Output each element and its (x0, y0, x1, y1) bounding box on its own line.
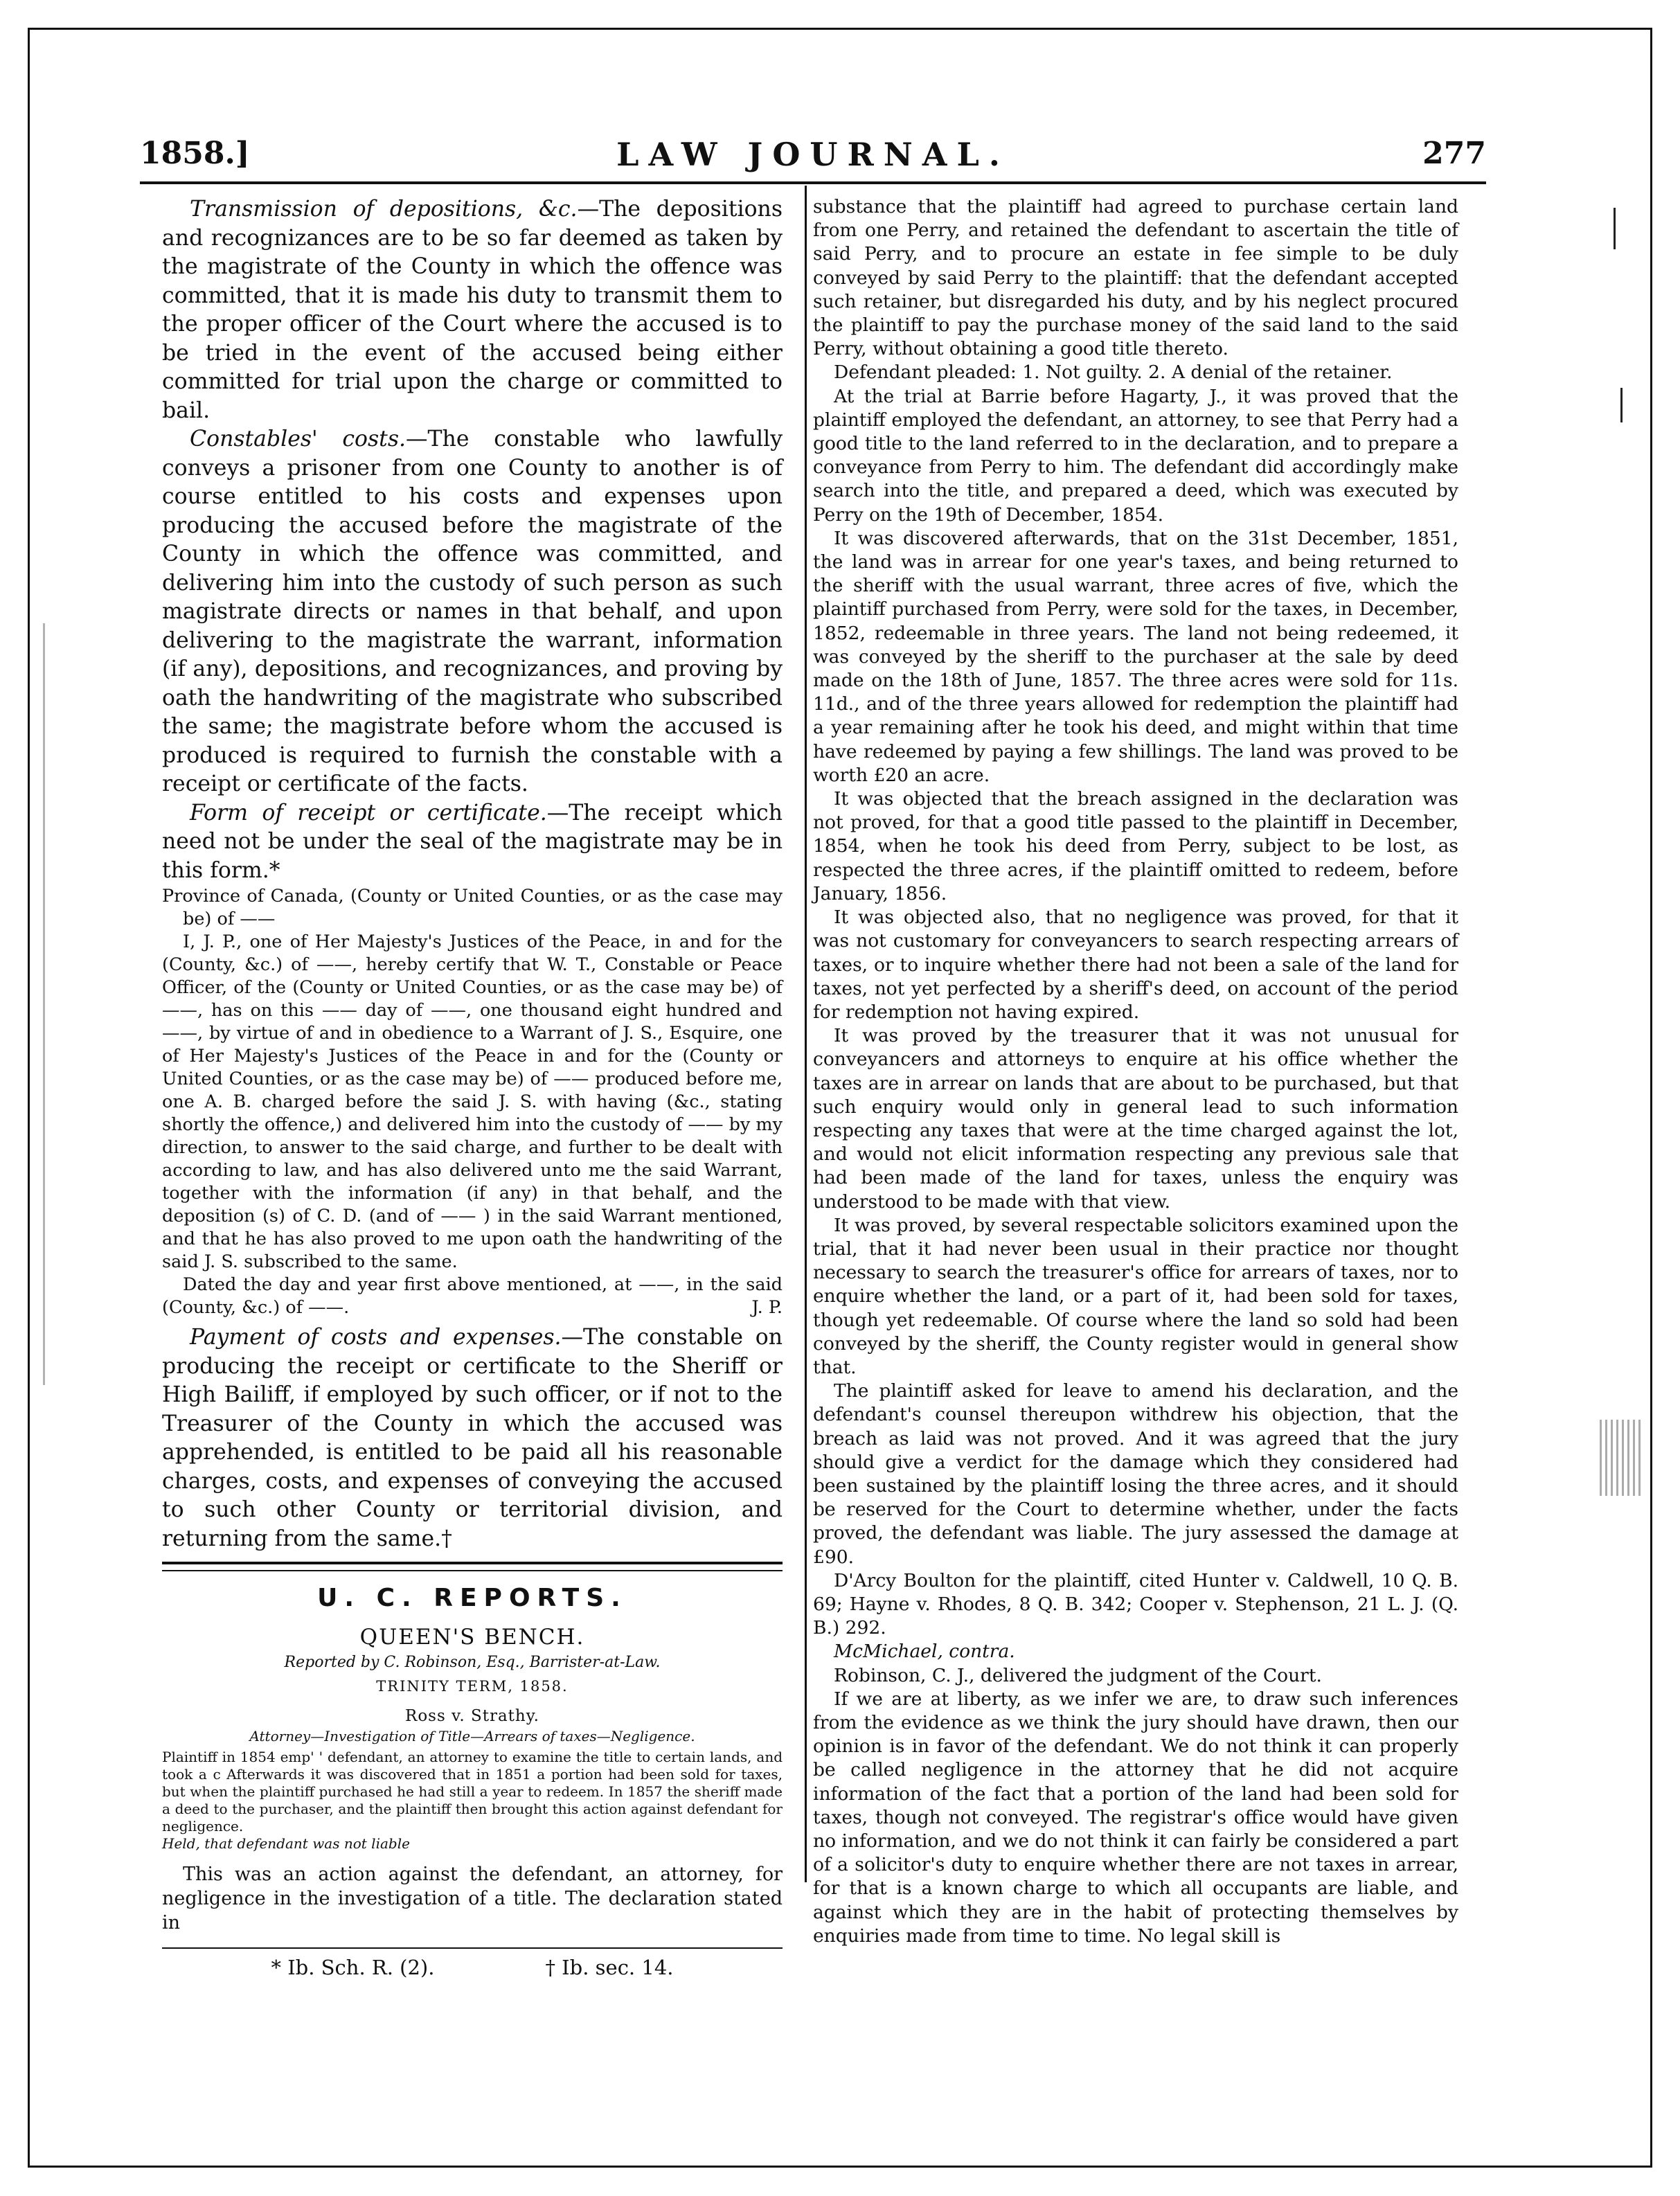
right-column (813, 195, 1458, 1947)
right-margin-mark-2 (1620, 388, 1623, 422)
case-name: Ross v. Strathy. (405, 1707, 539, 1725)
form-body: I, J. P., one of Her Majesty's Justices of the Peace, in and for the (County, &c.) of ——, hereby certify that W. T., Constable or Peace Officer, of the (County or United Counties, or as the case may be) of ——, has on this —— day of ——, one thousand eight hundred and ——, by virtue of and in obedience to a Warrant of J. S., Esquire, one of Her Majesty's Justices of the Peace in and for the (County or United Counties, or as the case may be) of —— produced before me, one A. B. charged before the said J. S. with having (&c., stating shortly the offence,) and delivered him into the custody of —— by my direction, to answer to the said charge, and further to be dealt with according to law, and has also delivered unto me the said Warrant, together with the information (if any) in that behalf, and the deposition (s) of C. D. (and of —— ) in the said Warrant mentioned, and that he has also proved to me upon oath the handwriting of the said J. S. subscribed to the same. (162, 931, 783, 1272)
paragraph-r5: It was objected that the breach assigned in the declaration was not proved, for that a good title passed to the plaintiff in December, 1854, when he took his deed from Perry, subject to be lost, as respected the three acres, if the plaintiff omitted to redeem, before January, 1856. (813, 788, 1458, 904)
paragraph-r4: It was discovered afterwards, that on the 31st December, 1851, the land was in arrear for one year's taxes, and being returned to the sheriff with the usual warrant, three acres of five, which the plaintiff purchased from Perry, were sold for the taxes, in December, 1852, redeemable in three years. The land not being redeemed, it was conveyed by the sheriff to the purchaser at the sale by deed made on the 18th of June, 1857. The three acres were sold for 11s. 11d., and of the three years allowed for redemption the plaintiff had a year remaining after he took his deed, and might within that time have redeemed by paying a few shillings. The land was proved to be worth £20 an acre. (813, 527, 1458, 786)
headnote: Plaintiff in 1854 emp' ' defendant, an attorney to examine the title to certain lands, and took a c Afterwards it was discovered that in 1851 a portion had been sold for taxes, but when the plaintiff purchased he had still a year to redeem. In 1857 the sheriff made a deed to the purchaser, and the plaintiff then brought this action against defendant for negligence. Held, that defendant was not liable (162, 1749, 783, 1852)
page-number: 277 (1422, 136, 1486, 171)
paragraph-r7: It was proved by the treasurer that it was not unusual for conveyancers and attorneys to enquire at his office whether the taxes are in arrear on lands that are about to be purchased, but that such enquiry would only in general lead to such information respecting any taxes that were at the time charged against the lot, and would not elicit information respecting any previous sale that had been made of the land for taxes, unless the enquiry was understood to be made with that view. (813, 1025, 1458, 1213)
paragraph-r9: The plaintiff asked for leave to amend his declaration, and the defendant's counsel thereupon withdrew his objection, that the breach as laid was not proved. And it was agreed that the jury should give a verdict for the damage which they considered had been sustained by the plaintiff losing the three acres, and it should be reserved for the Court to determine whether, under the facts proved, the defendant was liable. The jury assessed the damage at £90. (813, 1380, 1458, 1568)
footnote-rule (162, 1947, 783, 1949)
section-rule (162, 1562, 783, 1571)
form-dated: Dated the day and year first above mentioned, at ——, in the said (County, &c.) of ——. (162, 1274, 783, 1318)
right-margin-stamp (1600, 1420, 1641, 1496)
running-header (140, 136, 1486, 180)
held-line: Held, that defendant was not liable (162, 1835, 410, 1852)
journal-title: LAW JOURNAL. (616, 136, 1010, 173)
paragraph-r6: It was objected also, that no negligence was proved, for that it was not customary for conveyancers to search respecting arrears of taxes, or to inquire whether there had not been a sale of the land for taxes, not yet perfected by a sheriff's deed, on account of the period for redemption not having expired. (813, 907, 1458, 1023)
footnote-2: † Ib. sec. 14. (545, 1956, 674, 1979)
paragraph-r3: At the trial at Barrie before Hagarty, J., it was proved that the plaintiff employed the defendant, an attorney, to see that Perry had a good title to the land referred to in the declaration, and to prepare a conveyance from Perry to him. The defendant did accordingly make search into the title, and prepared a deed, which was executed by Perry on the 19th of December, 1854. (813, 385, 1458, 526)
paragraph-r1: substance that the plaintiff had agreed to purchase certain land from one Perry, and retained the defendant to ascertain the title of said Perry, and to procure an estate in fee simple to be duly conveyed by said Perry to the plaintiff: that the defendant accepted such retainer, but disregarded his duty, and by his neglect procured the plaintiff to pay the purchase money of the said land to the said Perry, without obtaining a good title thereto. (813, 196, 1458, 360)
paragraph-transmission: Transmission of depositions, &c.—The depositions and recognizances are to be so far deemed as taken by the magistrate of the County in which the offence was committed, that it is made his duty to transmit them to the proper officer of the Court where the accused is to be tried in the event of the accused being either committed for trial upon the charge or committed to bail. (162, 197, 783, 423)
column-divider (805, 186, 807, 1882)
form-signature: J. P. (751, 1297, 783, 1318)
reporter-line: Reported by C. Robinson, Esq., Barrister-at-Law. (284, 1654, 661, 1671)
paragraph-action: This was an action against the defendant, an attorney, for negligence in the investigation of a title. The declaration stated in (162, 1864, 783, 1934)
section-heading: U. C. REPORTS. (317, 1584, 627, 1612)
form-province: Province of Canada, (County or United Counties, or as the case may be) of —— (162, 886, 783, 929)
court-name: QUEEN'S BENCH. (359, 1625, 585, 1650)
paragraph-form-of-receipt: Form of receipt or certificate.—The receipt which need not be under the seal of the magistrate may be in this form.* (162, 800, 783, 883)
left-column (162, 195, 783, 1979)
paragraph-r10: D'Arcy Boulton for the plaintiff, cited Hunter v. Caldwell, 10 Q. B. 69; Hayne v. Rhodes, 8 Q. B. 342; Cooper v. Stephenson, 21 L. J. (Q. B.) 292. (813, 1569, 1458, 1639)
left-margin-mark (43, 623, 45, 1385)
paragraph-payment: Payment of costs and expenses.—The constable on producing the receipt or certificate to the Sheriff or High Bailiff, if employed by such officer, or if not to the Treasurer of the County in which the accused was apprehended, is entitled to be paid all his reasonable charges, costs, and expenses of conveying the accused to such other County or territorial division, and returning from the same.† (162, 1325, 783, 1551)
paragraph-constables-costs: Constables' costs.—The constable who lawfully conveys a prisoner from one County to another is of course entitled to his costs and expenses upon producing the accused before the magistrate of the County in which the offence was committed, and delivering him into the custody of such person as such magistrate directs or names in that behalf, and upon delivering to the magistrate the warrant, information (if any), depositions, and recognizances, and proving by oath the handwriting of the magistrate who subscribed the same; the magistrate before whom the accused is produced is required to furnish the constable with a receipt or certificate of the facts. (162, 427, 783, 796)
paragraph-r2: Defendant pleaded: 1. Not guilty. 2. A denial of the retainer. (834, 361, 1393, 384)
header-year: 1858.] (140, 136, 250, 171)
paragraph-r11: McMichael, contra. (834, 1641, 1015, 1663)
catchwords: Attorney—Investigation of Title—Arrears of taxes—Negligence. (249, 1728, 695, 1744)
footnote-1: * Ib. Sch. R. (2). (271, 1956, 435, 1979)
term-line: TRINITY TERM, 1858. (376, 1678, 569, 1695)
paragraph-r13: If we are at liberty, as we infer we are, to draw such inferences from the evidence as we think the jury should have drawn, then our opinion is in favor of the defendant. We do not think it can properly be called negligence in the attorney that he did not acquire information of the fact that a portion of the land had been sold for taxes, though not conveyed. The registrar's office would have given no information, and we do not think it can fairly be considered a part of a solicitor's duty to enquire whether there are not taxes in arrear, for that is a known charge to which all occupants are liable, and against which they are in the habit of protecting themselves by enquiries made from time to time. No legal skill is (813, 1688, 1458, 1947)
right-margin-mark (1614, 208, 1616, 249)
paragraph-r12: Robinson, C. J., delivered the judgment of the Court. (834, 1664, 1322, 1686)
header-rule (140, 181, 1486, 184)
footnotes (162, 1956, 783, 1979)
paragraph-r8: It was proved, by several respectable solicitors examined upon the trial, that it had never been usual in their practice nor thought necessary to search the treasurer's office for arrears of taxes, nor to enquire whether the land, or a part of it, had been sold for taxes, though yet redeemable. Of course where the land so sold had been conveyed by the sheriff, the County register would in general show that. (813, 1214, 1458, 1378)
